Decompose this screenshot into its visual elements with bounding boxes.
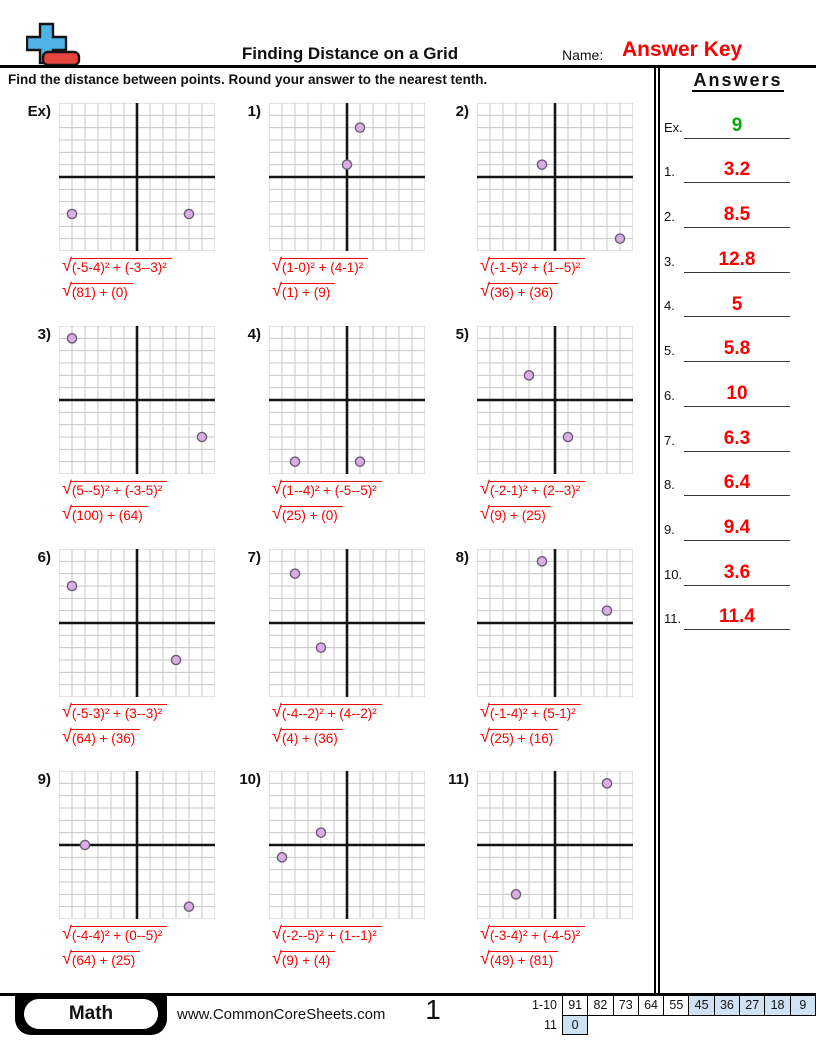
radical-sign: √ xyxy=(272,503,282,523)
answer-row xyxy=(660,499,816,544)
instruction-text: Find the distance between points. Round your answer to the nearest tenth. xyxy=(8,72,488,87)
distance-formula-simplified: √ (64) + (25) xyxy=(62,951,215,969)
data-point xyxy=(316,643,325,652)
problem-label: 10) xyxy=(239,771,261,788)
radical-sign: √ xyxy=(480,948,490,968)
problem-body xyxy=(269,549,425,747)
data-point xyxy=(290,569,299,578)
answer-row xyxy=(660,365,816,410)
answer-row xyxy=(660,320,816,365)
radical-sign: √ xyxy=(480,503,490,523)
score-cell: 82 xyxy=(587,995,613,1016)
data-point xyxy=(277,853,286,862)
answer-row xyxy=(660,544,816,589)
problem-label: 4) xyxy=(247,326,261,343)
coordinate-grid xyxy=(269,549,425,697)
radical-sign: √ xyxy=(62,478,72,498)
radical-sign: √ xyxy=(62,503,72,523)
score-cell: 0 xyxy=(562,1015,588,1036)
page-title: Finding Distance on a Grid xyxy=(241,44,459,63)
score-cell: 64 xyxy=(638,995,664,1016)
radical-sign: √ xyxy=(480,255,490,275)
coordinate-grid xyxy=(59,549,215,697)
answers-title: Answers xyxy=(693,70,783,90)
data-point xyxy=(602,779,611,788)
problem-label: 3) xyxy=(37,326,51,343)
problem-7 xyxy=(217,549,425,747)
radical-sign: √ xyxy=(272,280,282,300)
score-cell: 9 xyxy=(790,995,816,1016)
coordinate-grid xyxy=(269,771,425,919)
answer-number: 4. xyxy=(664,298,675,314)
problem-label: Ex) xyxy=(27,103,51,120)
score-cell: 73 xyxy=(613,995,639,1016)
score-range-label: 1-10 xyxy=(531,998,557,1012)
radical-sign: √ xyxy=(480,923,490,943)
radical-sign: √ xyxy=(62,948,72,968)
coordinate-grid xyxy=(269,103,425,251)
score-cell: 18 xyxy=(764,995,790,1016)
problem-3 xyxy=(7,326,215,524)
radical-sign: √ xyxy=(480,478,490,498)
coordinate-grid xyxy=(59,103,215,251)
distance-formula: √ (-4--2)² + (4--2)² xyxy=(272,704,425,722)
distance-formula-simplified: √ (81) + (0) xyxy=(62,283,215,301)
data-point xyxy=(171,655,180,664)
distance-formula: √ (-5-3)² + (3--3)² xyxy=(62,704,215,722)
answer-value: 6.3 xyxy=(684,429,790,452)
data-point xyxy=(67,209,76,218)
distance-formula-simplified: √ (49) + (81) xyxy=(480,951,633,969)
data-point xyxy=(184,209,193,218)
data-point xyxy=(537,557,546,566)
answer-number: 11. xyxy=(664,611,682,627)
answer-row xyxy=(660,231,816,276)
problem-4 xyxy=(217,326,425,524)
coordinate-grid xyxy=(477,103,633,251)
problem-body xyxy=(269,771,425,969)
problem-1 xyxy=(217,103,425,301)
radical-sign: √ xyxy=(272,478,282,498)
problem-body xyxy=(477,103,633,301)
answer-number: 7. xyxy=(664,432,675,448)
problem-body xyxy=(59,771,215,969)
problem-body xyxy=(477,549,633,747)
problem-label: 8) xyxy=(455,549,469,566)
answers-list xyxy=(660,97,816,633)
distance-formula-simplified: √ (64) + (36) xyxy=(62,729,215,747)
answer-number: 1. xyxy=(664,164,675,180)
answer-row xyxy=(660,276,816,321)
problem-8 xyxy=(425,549,633,747)
problem-body xyxy=(59,549,215,747)
radical-sign: √ xyxy=(62,255,72,275)
problem-6 xyxy=(7,549,215,747)
coordinate-grid xyxy=(477,549,633,697)
radical-sign: √ xyxy=(272,923,282,943)
answer-number: Ex. xyxy=(664,119,683,135)
problem-body xyxy=(269,103,425,301)
distance-formula: √ (-2-1)² + (2--3)² xyxy=(480,481,633,499)
problem-5 xyxy=(425,326,633,524)
data-point xyxy=(563,432,572,441)
distance-formula: √ (-1-5)² + (1--5)² xyxy=(480,258,633,276)
name-label: Name: xyxy=(562,47,604,63)
commoncoresheets-logo xyxy=(26,22,82,68)
problem-label: 5) xyxy=(455,326,469,343)
data-point xyxy=(67,581,76,590)
radical-sign: √ xyxy=(62,726,72,746)
coordinate-grid xyxy=(59,771,215,919)
answer-value: 10 xyxy=(684,384,790,407)
radical-sign: √ xyxy=(62,923,72,943)
math-badge xyxy=(15,995,167,1035)
answer-number: 8. xyxy=(664,477,675,493)
problem-body xyxy=(477,326,633,524)
subject-pill xyxy=(24,999,158,1029)
problem-11 xyxy=(425,771,633,969)
answer-value: 5.8 xyxy=(684,339,790,362)
answer-number: 6. xyxy=(664,387,675,403)
distance-formula: √ (1-0)² + (4-1)² xyxy=(272,258,425,276)
distance-formula-simplified: √ (25) + (16) xyxy=(480,729,633,747)
distance-formula: √ (5--5)² + (-3-5)² xyxy=(62,481,215,499)
coordinate-grid xyxy=(477,771,633,919)
radical-sign: √ xyxy=(480,726,490,746)
radical-sign: √ xyxy=(480,280,490,300)
data-point xyxy=(615,234,624,243)
problem-label: 2) xyxy=(455,103,469,120)
problem-body xyxy=(477,771,633,969)
problem-label: 6) xyxy=(37,549,51,566)
problem-body xyxy=(269,326,425,524)
score-cell: 91 xyxy=(562,995,588,1016)
data-point xyxy=(355,123,364,132)
data-point xyxy=(602,606,611,615)
score-range-label: 11 xyxy=(544,1017,557,1032)
answer-row xyxy=(660,410,816,455)
answer-value: 5 xyxy=(684,295,790,318)
problem-label: 11) xyxy=(448,771,469,788)
radical-sign: √ xyxy=(62,701,72,721)
distance-formula: √ (-2--5)² + (1--1)² xyxy=(272,926,425,944)
answer-number: 9. xyxy=(664,521,675,537)
distance-formula-simplified: √ (9) + (4) xyxy=(272,951,425,969)
data-point xyxy=(342,160,351,169)
distance-formula: √ (1--4)² + (-5--5)² xyxy=(272,481,425,499)
answer-number: 5. xyxy=(664,343,675,359)
answer-value: 8.5 xyxy=(684,205,790,228)
radical-sign: √ xyxy=(272,255,282,275)
score-cell: 55 xyxy=(663,995,689,1016)
answer-row xyxy=(660,186,816,231)
distance-formula: √ (-4-4)² + (0--5)² xyxy=(62,926,215,944)
radical-sign: √ xyxy=(480,701,490,721)
answer-value: 12.8 xyxy=(684,250,790,273)
problem-body xyxy=(59,326,215,524)
problem-2 xyxy=(425,103,633,301)
answer-number: 2. xyxy=(664,209,675,225)
data-point xyxy=(316,828,325,837)
problem-label: 7) xyxy=(247,549,261,566)
distance-formula-simplified: √ (100) + (64) xyxy=(62,506,215,524)
problem-10 xyxy=(217,771,425,969)
answers-panel xyxy=(654,67,816,993)
distance-formula: √ (-1-4)² + (5-1)² xyxy=(480,704,633,722)
data-point xyxy=(80,840,89,849)
answer-row xyxy=(660,142,816,187)
coordinate-grid xyxy=(59,326,215,474)
answer-row xyxy=(660,97,816,142)
data-point xyxy=(184,902,193,911)
problem-body xyxy=(59,103,215,301)
radical-sign: √ xyxy=(272,701,282,721)
score-table xyxy=(519,996,816,1035)
coordinate-grid xyxy=(269,326,425,474)
distance-formula-simplified: √ (4) + (36) xyxy=(272,729,425,747)
answer-number: 3. xyxy=(664,253,675,269)
answer-number: 10. xyxy=(664,566,683,582)
coordinate-grid xyxy=(477,326,633,474)
answer-value: 11.4 xyxy=(684,607,790,630)
data-point xyxy=(67,334,76,343)
website-text: www.CommonCoreSheets.com xyxy=(177,1006,386,1023)
answer-row xyxy=(660,589,816,634)
answer-value: 6.4 xyxy=(684,473,790,496)
answer-value: 9.4 xyxy=(684,518,790,541)
problem-9 xyxy=(7,771,215,969)
distance-formula-simplified: √ (1) + (9) xyxy=(272,283,425,301)
answer-row xyxy=(660,455,816,500)
distance-formula-simplified: √ (36) + (36) xyxy=(480,283,633,301)
data-point xyxy=(524,371,533,380)
distance-formula-simplified: √ (25) + (0) xyxy=(272,506,425,524)
data-point xyxy=(511,890,520,899)
radical-sign: √ xyxy=(272,948,282,968)
answer-value: 3.2 xyxy=(684,160,790,183)
data-point xyxy=(290,457,299,466)
score-cell: 27 xyxy=(739,995,765,1016)
radical-sign: √ xyxy=(272,726,282,746)
answer-key-label: Answer Key xyxy=(622,38,743,61)
distance-formula-simplified: √ (9) + (25) xyxy=(480,506,633,524)
distance-formula: √ (-3-4)² + (-4-5)² xyxy=(480,926,633,944)
problem-label: 9) xyxy=(37,771,51,788)
problem-label: 1) xyxy=(247,103,261,120)
answer-value: 9 xyxy=(684,116,790,139)
score-cell: 45 xyxy=(688,995,714,1016)
minus-icon xyxy=(43,52,79,65)
subject-label: Math xyxy=(68,1003,114,1024)
data-point xyxy=(355,457,364,466)
score-cell: 36 xyxy=(714,995,740,1016)
radical-sign: √ xyxy=(62,280,72,300)
data-point xyxy=(197,432,206,441)
page-number: 1 xyxy=(425,994,441,1025)
data-point xyxy=(537,160,546,169)
distance-formula: √ (-5-4)² + (-3--3)² xyxy=(62,258,215,276)
problem-Ex xyxy=(7,103,215,301)
answer-value: 3.6 xyxy=(684,563,790,586)
